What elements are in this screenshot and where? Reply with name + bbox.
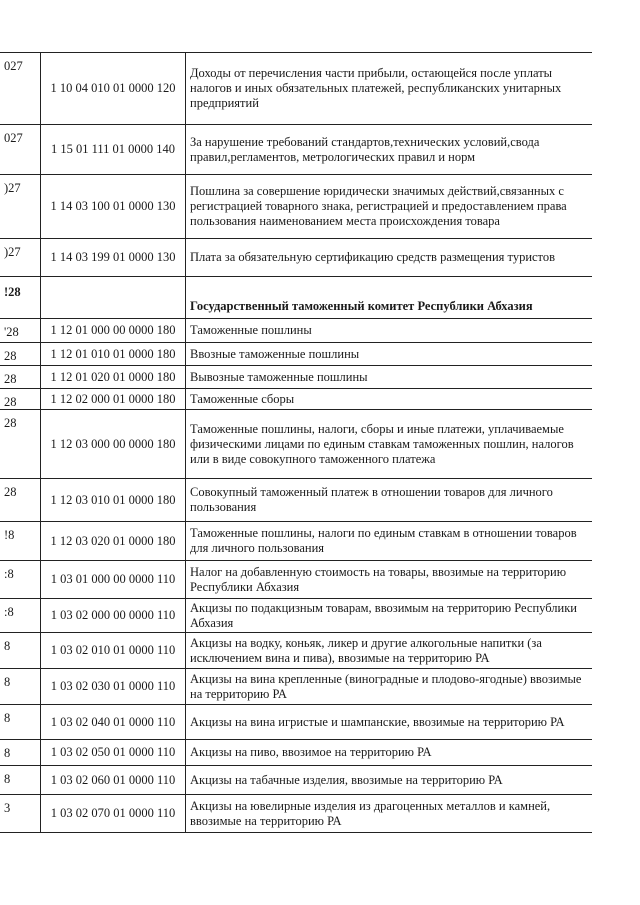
kbk-cell: 1 03 02 000 00 0000 110: [40, 599, 186, 632]
code-cell: !28: [4, 285, 21, 299]
code-cell: 28: [4, 416, 17, 430]
kbk-cell: 1 12 01 010 01 0000 180: [40, 343, 186, 365]
table-row: [0, 479, 592, 522]
code-cell: 8: [4, 772, 11, 786]
kbk-cell: 1 14 03 199 01 0000 130: [40, 239, 186, 276]
table-row: [0, 669, 592, 705]
description-cell: Акцизы на табачные изделия, ввозимые на территорию РА: [190, 772, 503, 787]
code-cell: )27: [4, 181, 21, 195]
table-row: [0, 343, 592, 366]
kbk-cell: 1 12 03 000 00 0000 180: [40, 410, 186, 478]
description-cell: Совокупный таможенный платеж в отношении товаров для личного пользования: [190, 485, 553, 514]
kbk-cell: 1 03 02 050 01 0000 110: [40, 740, 186, 765]
table-row: [0, 599, 592, 633]
description-cell: Таможенные пошлины: [190, 323, 312, 337]
code-cell: 3: [4, 801, 11, 815]
description-cell: Пошлина за совершение юридически значимых действий,связанных с регистрацией товарного знака, регистрацией и предоставлением права пользования наименованием места происхождения товара: [190, 184, 567, 228]
description-cell: Государственный таможенный комитет Республики Абхазия: [190, 299, 533, 313]
description-cell: Таможенные пошлины, налоги по единым ставкам в отношении товаров для личного пользования: [190, 526, 577, 555]
kbk-cell: 1 03 02 070 01 0000 110: [40, 795, 186, 832]
table-row: [0, 561, 592, 599]
description-cell: Акцизы на вина крепленные (виноградные и плодово-ягодные) ввозимые на территорию РА: [190, 671, 582, 701]
kbk-cell: 1 12 01 020 01 0000 180: [40, 366, 186, 388]
code-cell: 28: [4, 372, 17, 386]
description-cell: Ввозные таможенные пошлины: [190, 346, 360, 361]
kbk-cell: 1 10 04 010 01 0000 120: [40, 53, 186, 124]
table-row: [0, 366, 592, 389]
code-cell: :8: [4, 605, 14, 619]
description-cell: Плата за обязательную сертификацию средств размещения туристов: [190, 250, 556, 264]
description-cell: За нарушение требований стандартов,технических условий,свода правил,регламентов, метрологических правил и норм: [190, 134, 540, 164]
kbk-cell: 1 03 02 040 01 0000 110: [40, 705, 186, 739]
kbk-cell: 1 12 03 020 01 0000 180: [40, 522, 186, 560]
code-cell: 28: [4, 349, 17, 363]
kbk-cell: 1 03 02 060 01 0000 110: [40, 766, 186, 794]
table-row: [0, 175, 592, 239]
description-cell: Акцизы на вина игристые и шампанские, ввозимые на территорию РА: [190, 714, 565, 729]
table-row: [0, 125, 592, 175]
description-cell: Акцизы по подакцизным товарам, ввозимым на территорию Республики Абхазия: [190, 600, 577, 630]
kbk-cell: 1 03 02 010 01 0000 110: [40, 633, 186, 668]
code-cell: '28: [4, 325, 19, 339]
description-cell: Акцизы на ювелирные изделия из драгоценных металлов и камней, ввозимые на территорию РА: [190, 798, 551, 828]
description-cell: Налог на добавленную стоимость на товары, ввозимые на территорию Республики Абхазия: [190, 564, 567, 594]
kbk-cell: [40, 277, 186, 318]
table-row: [0, 389, 592, 410]
code-cell: 28: [4, 485, 17, 499]
code-cell: )27: [4, 245, 21, 259]
table-row: [0, 766, 592, 795]
code-cell: 027: [4, 59, 23, 73]
description-cell: Таможенные сборы: [190, 391, 295, 406]
revenue-codes-table: [0, 52, 592, 833]
description-cell: Таможенные пошлины, налоги, сборы и иные платежи, уплачиваемые физическими лицами по единым ставкам таможенных пошлин, налогов или в виде совокупного таможенного платежа: [190, 421, 574, 466]
table-row: [0, 239, 592, 277]
table-row: [0, 522, 592, 561]
code-cell: 027: [4, 131, 23, 145]
code-cell: 8: [4, 746, 11, 760]
description-cell: Акцизы на пиво, ввозимое на территорию РА: [190, 745, 432, 759]
table-row: [0, 410, 592, 479]
table-row: [0, 319, 592, 343]
code-cell: 8: [4, 639, 11, 653]
kbk-cell: 1 12 02 000 01 0000 180: [40, 389, 186, 409]
code-cell: !8: [4, 528, 15, 542]
code-cell: 8: [4, 675, 11, 689]
description-cell: Вывозные таможенные пошлины: [190, 369, 368, 384]
kbk-cell: 1 12 01 000 00 0000 180: [40, 319, 186, 342]
kbk-cell: 1 15 01 111 01 0000 140: [40, 125, 186, 174]
table-row: [0, 705, 592, 740]
kbk-cell: 1 03 02 030 01 0000 110: [40, 669, 186, 704]
kbk-cell: 1 12 03 010 01 0000 180: [40, 479, 186, 521]
kbk-cell: 1 14 03 100 01 0000 130: [40, 175, 186, 238]
table-row: [0, 633, 592, 669]
code-cell: 8: [4, 711, 11, 725]
description-cell: Акцизы на водку, коньяк, ликер и другие алкогольные напитки (за исключением вина и пива), ввозимые на территорию РА: [190, 635, 542, 665]
description-cell: Доходы от перечисления части прибыли, остающейся после уплаты налогов и иных обязательных платежей, республиканских унитарных предприятий: [190, 66, 562, 110]
section-header-row: [0, 277, 592, 319]
code-cell: :8: [4, 567, 14, 581]
table-row: [0, 53, 592, 125]
code-cell: 28: [4, 395, 17, 409]
table-row: [0, 795, 592, 833]
kbk-cell: 1 03 01 000 00 0000 110: [40, 561, 186, 598]
table-row: [0, 740, 592, 766]
